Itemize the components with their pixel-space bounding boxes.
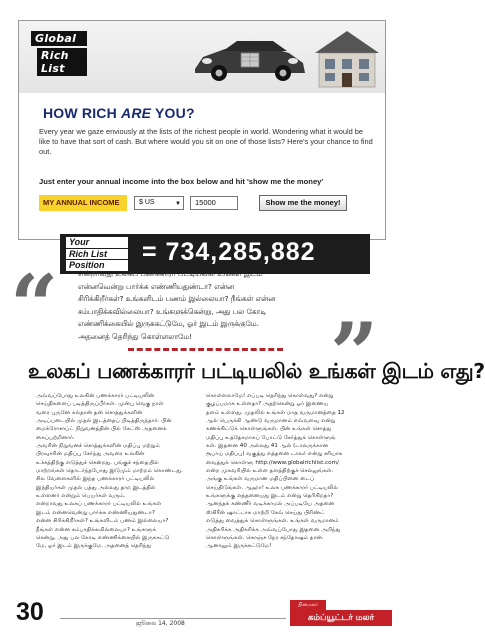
body-line: மைக்ரோசாப்ட் நிறுவனத்தின் பில் கேட்ஸ் அதனைக்	[36, 426, 167, 433]
body-line: வரை புருனே சுல்தான் தன் சொத்துக்களின்	[36, 409, 143, 416]
income-form	[39, 195, 374, 211]
body-line: மே, ஓர் இடம் இருக்குமே. அதனைத் தெரிந்து	[36, 543, 152, 550]
headline: உலகப் பணக்காரர் பட்டியலில் உங்கள் இடம் எது?	[28, 359, 485, 383]
body-line: தளம் உள்ளது. முதலில் உங்கள் மாத வருமானத்தை 12	[206, 409, 345, 416]
page-footer	[0, 598, 403, 640]
position-logo-line2: Rich List	[66, 249, 128, 260]
body-line: கள். இதனை 40 அல்லது 41 ஆல் (டாலருக்கான	[206, 443, 329, 450]
position-logo-line3: Position	[66, 260, 128, 271]
mansion-image	[311, 27, 383, 89]
body-line: வைத்துக் கொள்ளு http://www.globalrichlist.com/	[206, 459, 339, 466]
close-quote-icon: ”	[330, 304, 379, 403]
pull-quote-line: என்னவென்று பார்க்க எண்ணியதுண்டா? என்ன	[78, 281, 235, 291]
currency-select[interactable]: $ US ▼	[134, 196, 184, 210]
masthead-top: தினமலர்	[290, 600, 326, 610]
body-line: அவரின் நிறுவனச் சொத்துக்களின் மதிப்பு மற்றும்	[36, 443, 160, 450]
body-line: அடிப்படையில் முதல் இடத்தைப் பிடித்திருந்தார். பின்	[36, 418, 172, 425]
page-number: 30	[16, 598, 44, 626]
footer-rule	[60, 618, 286, 619]
pull-quote	[78, 268, 328, 344]
luxury-car-image	[189, 35, 309, 85]
body-line: நீங்கள் என்ன சம்பாதிக்கவில்லையா? உங்களுக்	[36, 526, 157, 533]
position-value: = 734,285,882	[142, 238, 316, 266]
body-line: கைப்பற்றினார்.	[36, 434, 75, 441]
body-line: செய்திடுங்கள். ஆஹா! உலக பணக்காரர் பட்டியலில்	[206, 484, 339, 491]
body-line: குழப்பமாக உள்ளதா? அதற்கென்று ஓர் இணைய	[206, 401, 329, 408]
body-line: உச்சத்திற்கு எடுத்துச் சென்றது. பங்குச் சந்தையில்	[36, 459, 159, 466]
masthead-logo	[290, 600, 392, 628]
body-line: இந்தியர்கள் முதல் பத்து அல்லது தாற இடத்தில்	[36, 484, 156, 491]
ad-banner	[19, 21, 385, 93]
body-column-right	[206, 392, 376, 551]
global-rich-list-logo	[31, 31, 87, 78]
open-quote-icon: “	[10, 256, 59, 355]
body-line: மதிப்பு உத்தேசமாகப் போட்டு சேர்த்துக் கொள்ளுங்	[206, 434, 336, 441]
body-line: ஆனாலும் இருக்கட்டுமே!	[206, 543, 272, 550]
body-line: என்ன சிரிக்கிறீர்கள்? உங்களிடம் பணம் இல்லையா?	[36, 518, 169, 525]
body-line: அங்கு உங்கள் வருமான மதிப்பினை டைப்	[206, 476, 315, 483]
ad-question: HOW RICH ARE YOU?	[43, 105, 195, 121]
divider	[128, 348, 283, 351]
body-line: ஆனந்தக் கண்ணீர் வடிக்காமல் அப்படியே அதனை	[206, 501, 335, 508]
body-line: சில வேளைகளில் இந்த பணக்காரர் பட்டியலில்	[36, 476, 155, 483]
body-line: எடுத்து வைத்துக் கொள்ளுங்கள். உங்கள் வருமானம்	[206, 518, 339, 525]
body-line: பிரவுசரின் மதிப்பு சேர்ந்து அவரை உலகின்	[36, 451, 145, 458]
body-line: கொள்ளலாமே! எப்படி தெரிந்து கொள்வது? என்று	[206, 393, 334, 399]
ad-paragraph: Every year we gaze enviously at the lists of the richest people in world. Wondering what it would be like to have that sort of cash. But where would you sit on one of those lists? Here's your chance to find out.	[39, 127, 373, 156]
body-line: என்றாவது உலகப் பணக்காரர் பட்டியலில் உங்கள்	[36, 501, 162, 508]
income-label: MY ANNUAL INCOME	[39, 195, 127, 211]
body-line: கொள்ளுங்கள். கொஞ்ச நேர சந்தோஷம் தான்.	[206, 534, 324, 541]
body-line: என்ற முகவரியில் உள்ள தளத்திற்குச் செல்லுங்கள்.	[206, 468, 334, 475]
body-line: ரூபாய் மதிப்பு) வகுத்து எத்தனை டாலர் என்று சரியாக	[206, 451, 343, 458]
body-column-left	[36, 392, 198, 551]
body-line: கென்று, அது பல கோடி எண்ணிக்கையில் இருககட்டு	[36, 534, 170, 541]
masthead-name: கம்ப்யூட்டர் மலர்	[290, 610, 392, 626]
body-line: உங்களுக்கு எத்தனையது இடம் என்று தெரிகிறதா?	[206, 493, 334, 500]
pull-quote-line: எண்ணிக்கையில் இருககட்டுமே, ஓர் இடம் இருக்குமே.	[78, 319, 259, 329]
logo-line-rich-list: Rich List	[37, 48, 87, 76]
ad-instruction: Just enter your annual income into the box below and hit 'show me the money'	[39, 177, 324, 186]
body-line: கணக்கிட்டுக் கொள்ளுங்கள். பின் உங்கள் சொத்து	[206, 426, 332, 433]
show-me-the-money-button[interactable]: Show me the money!	[259, 195, 347, 211]
body-line: செய்திகளைப் படித்திருப்பீர்கள். முன்பு வெகு நாள்	[36, 401, 164, 408]
body-line: ஆல் பெருக்கி ஆண்டு வருமானம் எவ்வளவு என்று	[206, 418, 336, 425]
your-rich-list-position-logo	[66, 237, 128, 272]
pull-quote-line: சம்பாதிக்கவில்லையா? உங்களுக்கென்று, அது பல கோடி	[78, 306, 267, 316]
body-line: இடம் என்னவென்று பார்க்க எண்ணியதுண்டா?	[36, 509, 155, 516]
body-line: அவ்வப்போது உலகின் பணக்காரர் பட்டியலின்	[36, 393, 155, 399]
issue-date: ஜூலை 14, 2008	[136, 620, 185, 627]
income-input[interactable]: 15000	[190, 196, 238, 210]
logo-line-global: Global	[31, 31, 87, 46]
body-line: உள்ளனர் என்றும் பெயர்கள் வரும்.	[36, 493, 126, 500]
chevron-down-icon: ▼	[175, 201, 181, 207]
pull-quote-line: சிரிக்கிறீர்கள்? உங்களிடம் பணம் இல்லையா? நீங்கள் என்ன	[78, 294, 276, 304]
body-line: மாற்றங்கள் தொடர்ந்தபோது இடுமும் மாற்றம் கொண்டது.	[36, 468, 183, 475]
rich-list-ad	[18, 20, 386, 240]
body-line: ஸ்கிரீன் ஷாட்டாக மாற்றி சேவ் செய்து பிரிண்ட்	[206, 509, 325, 516]
body-line: அதிகரிக்க அதிகரிக்க அவ்வப்போது இதனை அறிந்து	[206, 526, 341, 533]
position-logo-line1: Your	[66, 237, 128, 248]
pull-quote-line: என்றாவது உலகப் பணக்காரர் பட்டியலில் உங்கள் இடம்	[78, 269, 263, 278]
pull-quote-line: அதனைத் தெரிந்து கொள்ளலாமே!	[78, 331, 193, 341]
